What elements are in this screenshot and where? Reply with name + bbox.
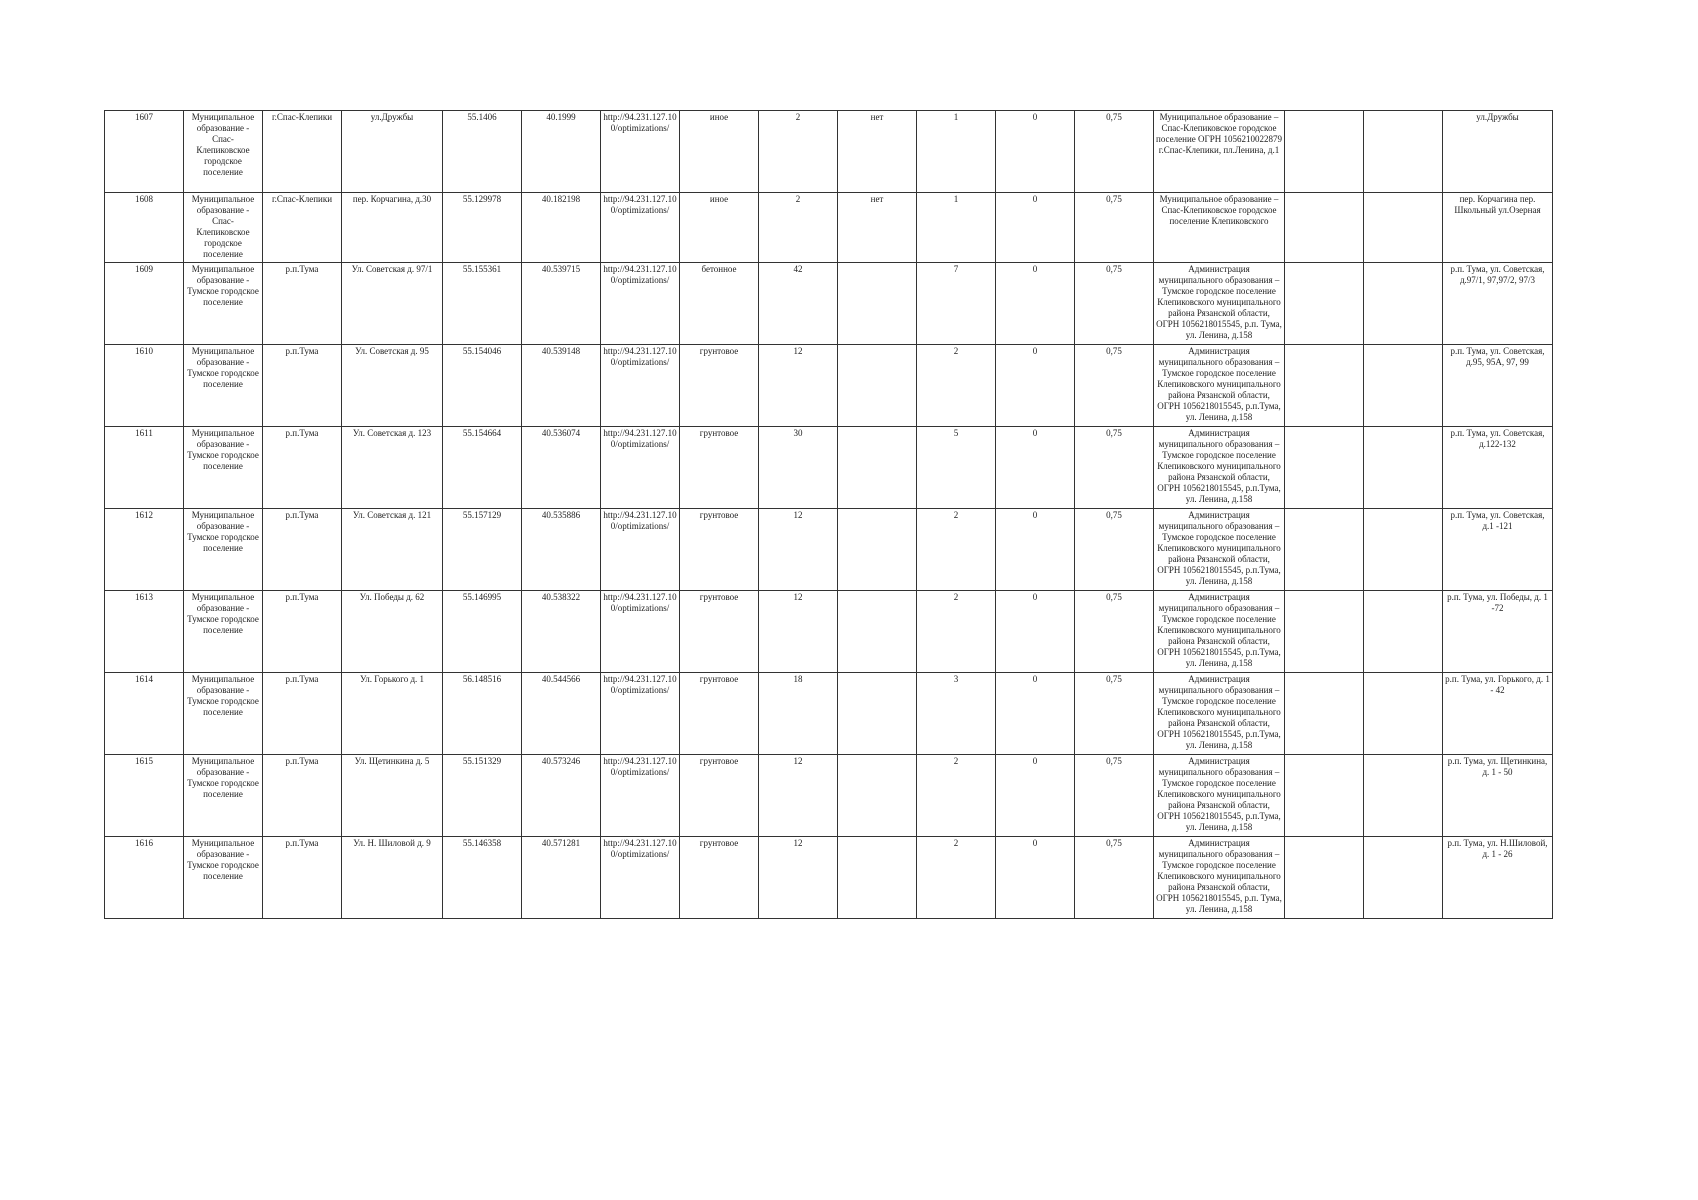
empty-cell	[1285, 755, 1364, 837]
area-cell: 12	[759, 509, 838, 591]
locality-cell: р.п.Тума	[263, 263, 342, 345]
latitude-cell: 55.151329	[443, 755, 522, 837]
container-volume-cell: 0,75	[1075, 673, 1154, 755]
table-row	[105, 193, 1553, 263]
latitude-cell: 55.154664	[443, 427, 522, 509]
roof-cell	[838, 591, 917, 673]
row-number-cell: 1610	[105, 345, 184, 427]
roof-cell	[838, 263, 917, 345]
locality-cell: р.п.Тума	[263, 591, 342, 673]
longitude-cell: 40.1999	[522, 111, 601, 193]
address-cell: Ул. Советская д. 121	[342, 509, 443, 591]
container-count-cell: 1	[917, 193, 996, 263]
container-volume-cell: 0,75	[1075, 427, 1154, 509]
surface-type-cell: грунтовое	[680, 591, 759, 673]
site-holder-cell: Администрация муниципального образования – Тумское городское поселение Клепиковского муниципального района Рязанской области, ОГРН 1056218015545, р.п.Тума, ул. Ленина, д.158	[1154, 345, 1285, 427]
latitude-cell: 55.154046	[443, 345, 522, 427]
municipality-cell: Муниципальное образование - Тумское городское поселение	[184, 509, 263, 591]
roof-cell	[838, 509, 917, 591]
site-holder-cell: Администрация муниципального образования – Тумское городское поселение Клепиковского муниципального района Рязанской области, ОГРН 1056218015545, р.п.Тума, ул. Ленина, д.158	[1154, 427, 1285, 509]
municipality-cell: Муниципальное образование - Тумское городское поселение	[184, 263, 263, 345]
container-volume-cell: 0,75	[1075, 755, 1154, 837]
empty-cell	[1364, 193, 1443, 263]
container-count-cell: 2	[917, 755, 996, 837]
area-cell: 12	[759, 755, 838, 837]
roof-cell	[838, 345, 917, 427]
document-page	[104, 110, 1550, 919]
table-row	[105, 345, 1553, 427]
site-holder-cell: Администрация муниципального образования – Тумское городское поселение Клепиковского муниципального района Рязанской области, ОГРН 1056218015545, р.п. Тума, ул. Ленина, д.158	[1154, 837, 1285, 919]
container-volume-cell: 0,75	[1075, 345, 1154, 427]
container-volume-cell: 0,75	[1075, 263, 1154, 345]
site-holder-cell: Муниципальное образование – Спас-Клепиковское городское поселение Клепиковского	[1154, 193, 1285, 263]
map-link-cell[interactable]: http://94.231.127.100/optimizations/	[601, 111, 680, 193]
served-objects-cell: пер. Корчагина пер. Школьный ул.Озерная	[1443, 193, 1553, 263]
latitude-cell: 55.155361	[443, 263, 522, 345]
surface-type-cell: иное	[680, 111, 759, 193]
site-holder-cell: Администрация муниципального образования – Тумское городское поселение Клепиковского муниципального района Рязанской области, ОГРН 1056218015545, р.п.Тума, ул. Ленина, д.158	[1154, 591, 1285, 673]
site-holder-cell: Администрация муниципального образования – Тумское городское поселение Клепиковского муниципального района Рязанской области, ОГРН 1056218015545, р.п. Тума, ул. Ленина, д.158	[1154, 263, 1285, 345]
roof-cell: нет	[838, 111, 917, 193]
longitude-cell: 40.544566	[522, 673, 601, 755]
extra-count-cell: 0	[996, 591, 1075, 673]
waste-sites-table	[104, 110, 1553, 919]
empty-cell	[1285, 837, 1364, 919]
municipality-cell: Муниципальное образование - Тумское городское поселение	[184, 345, 263, 427]
map-link-cell[interactable]: http://94.231.127.100/optimizations/	[601, 837, 680, 919]
site-holder-cell: Администрация муниципального образования – Тумское городское поселение Клепиковского муниципального района Рязанской области, ОГРН 1056218015545, р.п.Тума, ул. Ленина, д.158	[1154, 755, 1285, 837]
row-number-cell: 1613	[105, 591, 184, 673]
empty-cell	[1285, 345, 1364, 427]
municipality-cell: Муниципальное образование - Тумское городское поселение	[184, 427, 263, 509]
served-objects-cell: р.п. Тума, ул. Победы, д. 1 -72	[1443, 591, 1553, 673]
row-number-cell: 1607	[105, 111, 184, 193]
container-count-cell: 2	[917, 509, 996, 591]
site-holder-cell: Муниципальное образование – Спас-Клепиковское городское поселение ОГРН 1056210022879 г.Спас-Клепики, пл.Ленина, д.1	[1154, 111, 1285, 193]
map-link-cell[interactable]: http://94.231.127.100/optimizations/	[601, 345, 680, 427]
surface-type-cell: грунтовое	[680, 427, 759, 509]
longitude-cell: 40.571281	[522, 837, 601, 919]
municipality-cell: Муниципальное образование - Тумское городское поселение	[184, 837, 263, 919]
roof-cell: нет	[838, 193, 917, 263]
area-cell: 12	[759, 345, 838, 427]
empty-cell	[1285, 263, 1364, 345]
empty-cell	[1364, 673, 1443, 755]
container-count-cell: 5	[917, 427, 996, 509]
surface-type-cell: грунтовое	[680, 509, 759, 591]
container-count-cell: 2	[917, 591, 996, 673]
extra-count-cell: 0	[996, 427, 1075, 509]
address-cell: Ул. Победы д. 62	[342, 591, 443, 673]
served-objects-cell: р.п. Тума, ул. Советская, д.122-132	[1443, 427, 1553, 509]
longitude-cell: 40.182198	[522, 193, 601, 263]
container-volume-cell: 0,75	[1075, 837, 1154, 919]
table-row	[105, 263, 1553, 345]
surface-type-cell: грунтовое	[680, 673, 759, 755]
empty-cell	[1285, 591, 1364, 673]
map-link-cell[interactable]: http://94.231.127.100/optimizations/	[601, 509, 680, 591]
address-cell: Ул. Советская д. 123	[342, 427, 443, 509]
extra-count-cell: 0	[996, 509, 1075, 591]
served-objects-cell: р.п. Тума, ул. Советская, д.95, 95А, 97, 99	[1443, 345, 1553, 427]
empty-cell	[1285, 193, 1364, 263]
map-link-cell[interactable]: http://94.231.127.100/optimizations/	[601, 193, 680, 263]
locality-cell: г.Спас-Клепики	[263, 111, 342, 193]
address-cell: Ул. Горького д. 1	[342, 673, 443, 755]
empty-cell	[1285, 509, 1364, 591]
extra-count-cell: 0	[996, 111, 1075, 193]
served-objects-cell: р.п. Тума, ул. Н.Шиловой, д. 1 - 26	[1443, 837, 1553, 919]
locality-cell: р.п.Тума	[263, 345, 342, 427]
row-number-cell: 1616	[105, 837, 184, 919]
container-count-cell: 2	[917, 345, 996, 427]
address-cell: ул.Дружбы	[342, 111, 443, 193]
site-holder-cell: Администрация муниципального образования – Тумское городское поселение Клепиковского муниципального района Рязанской области, ОГРН 1056218015545, р.п.Тума, ул. Ленина, д.158	[1154, 673, 1285, 755]
table-row	[105, 837, 1553, 919]
row-number-cell: 1609	[105, 263, 184, 345]
container-volume-cell: 0,75	[1075, 111, 1154, 193]
empty-cell	[1285, 673, 1364, 755]
container-count-cell: 7	[917, 263, 996, 345]
roof-cell	[838, 673, 917, 755]
table-row	[105, 755, 1553, 837]
map-link-cell[interactable]: http://94.231.127.100/optimizations/	[601, 427, 680, 509]
map-link-cell[interactable]: http://94.231.127.100/optimizations/	[601, 755, 680, 837]
municipality-cell: Муниципальное образование - Спас-Клепиковское городское поселение	[184, 111, 263, 193]
address-cell: Ул. Советская д. 95	[342, 345, 443, 427]
empty-cell	[1364, 427, 1443, 509]
site-holder-cell: Администрация муниципального образования – Тумское городское поселение Клепиковского муниципального района Рязанской области, ОГРН 1056218015545, р.п.Тума, ул. Ленина, д.158	[1154, 509, 1285, 591]
locality-cell: р.п.Тума	[263, 837, 342, 919]
surface-type-cell: грунтовое	[680, 755, 759, 837]
longitude-cell: 40.539715	[522, 263, 601, 345]
map-link-cell[interactable]: http://94.231.127.100/optimizations/	[601, 263, 680, 345]
roof-cell	[838, 755, 917, 837]
locality-cell: р.п.Тума	[263, 755, 342, 837]
address-cell: Ул. Советская д. 97/1	[342, 263, 443, 345]
extra-count-cell: 0	[996, 755, 1075, 837]
container-volume-cell: 0,75	[1075, 591, 1154, 673]
extra-count-cell: 0	[996, 673, 1075, 755]
longitude-cell: 40.536074	[522, 427, 601, 509]
extra-count-cell: 0	[996, 837, 1075, 919]
locality-cell: г.Спас-Клепики	[263, 193, 342, 263]
area-cell: 12	[759, 591, 838, 673]
latitude-cell: 56.148516	[443, 673, 522, 755]
empty-cell	[1285, 427, 1364, 509]
roof-cell	[838, 427, 917, 509]
table-row	[105, 509, 1553, 591]
municipality-cell: Муниципальное образование - Тумское городское поселение	[184, 591, 263, 673]
table-body	[105, 111, 1553, 919]
extra-count-cell: 0	[996, 193, 1075, 263]
container-count-cell: 1	[917, 111, 996, 193]
served-objects-cell: ул.Дружбы	[1443, 111, 1553, 193]
served-objects-cell: р.п. Тума, ул. Советская, д.97/1, 97,97/2, 97/3	[1443, 263, 1553, 345]
container-count-cell: 2	[917, 837, 996, 919]
table-row	[105, 673, 1553, 755]
served-objects-cell: р.п. Тума, ул. Советская, д.1 -121	[1443, 509, 1553, 591]
empty-cell	[1364, 755, 1443, 837]
table-row	[105, 111, 1553, 193]
surface-type-cell: иное	[680, 193, 759, 263]
latitude-cell: 55.157129	[443, 509, 522, 591]
latitude-cell: 55.146995	[443, 591, 522, 673]
map-link-cell[interactable]: http://94.231.127.100/optimizations/	[601, 591, 680, 673]
surface-type-cell: грунтовое	[680, 345, 759, 427]
address-cell: Ул. Щетинкина д. 5	[342, 755, 443, 837]
row-number-cell: 1614	[105, 673, 184, 755]
latitude-cell: 55.1406	[443, 111, 522, 193]
table-row	[105, 427, 1553, 509]
container-volume-cell: 0,75	[1075, 509, 1154, 591]
surface-type-cell: бетонное	[680, 263, 759, 345]
container-volume-cell: 0,75	[1075, 193, 1154, 263]
empty-cell	[1364, 591, 1443, 673]
row-number-cell: 1611	[105, 427, 184, 509]
extra-count-cell: 0	[996, 263, 1075, 345]
empty-cell	[1364, 837, 1443, 919]
longitude-cell: 40.573246	[522, 755, 601, 837]
row-number-cell: 1615	[105, 755, 184, 837]
map-link-cell[interactable]: http://94.231.127.100/optimizations/	[601, 673, 680, 755]
municipality-cell: Муниципальное образование - Тумское городское поселение	[184, 755, 263, 837]
table-row	[105, 591, 1553, 673]
surface-type-cell: грунтовое	[680, 837, 759, 919]
longitude-cell: 40.535886	[522, 509, 601, 591]
area-cell: 30	[759, 427, 838, 509]
area-cell: 12	[759, 837, 838, 919]
longitude-cell: 40.539148	[522, 345, 601, 427]
latitude-cell: 55.146358	[443, 837, 522, 919]
row-number-cell: 1612	[105, 509, 184, 591]
area-cell: 2	[759, 111, 838, 193]
longitude-cell: 40.538322	[522, 591, 601, 673]
address-cell: пер. Корчагина, д.30	[342, 193, 443, 263]
area-cell: 2	[759, 193, 838, 263]
latitude-cell: 55.129978	[443, 193, 522, 263]
extra-count-cell: 0	[996, 345, 1075, 427]
empty-cell	[1285, 111, 1364, 193]
empty-cell	[1364, 263, 1443, 345]
locality-cell: р.п.Тума	[263, 509, 342, 591]
empty-cell	[1364, 509, 1443, 591]
roof-cell	[838, 837, 917, 919]
area-cell: 42	[759, 263, 838, 345]
row-number-cell: 1608	[105, 193, 184, 263]
empty-cell	[1364, 345, 1443, 427]
empty-cell	[1364, 111, 1443, 193]
municipality-cell: Муниципальное образование - Тумское городское поселение	[184, 673, 263, 755]
locality-cell: р.п.Тума	[263, 427, 342, 509]
container-count-cell: 3	[917, 673, 996, 755]
address-cell: Ул. Н. Шиловой д. 9	[342, 837, 443, 919]
locality-cell: р.п.Тума	[263, 673, 342, 755]
served-objects-cell: р.п. Тума, ул. Щетинкина, д. 1 - 50	[1443, 755, 1553, 837]
area-cell: 18	[759, 673, 838, 755]
served-objects-cell: р.п. Тума, ул. Горького, д. 1 - 42	[1443, 673, 1553, 755]
municipality-cell: Муниципальное образование - Спас-Клепиковское городское поселение	[184, 193, 263, 263]
